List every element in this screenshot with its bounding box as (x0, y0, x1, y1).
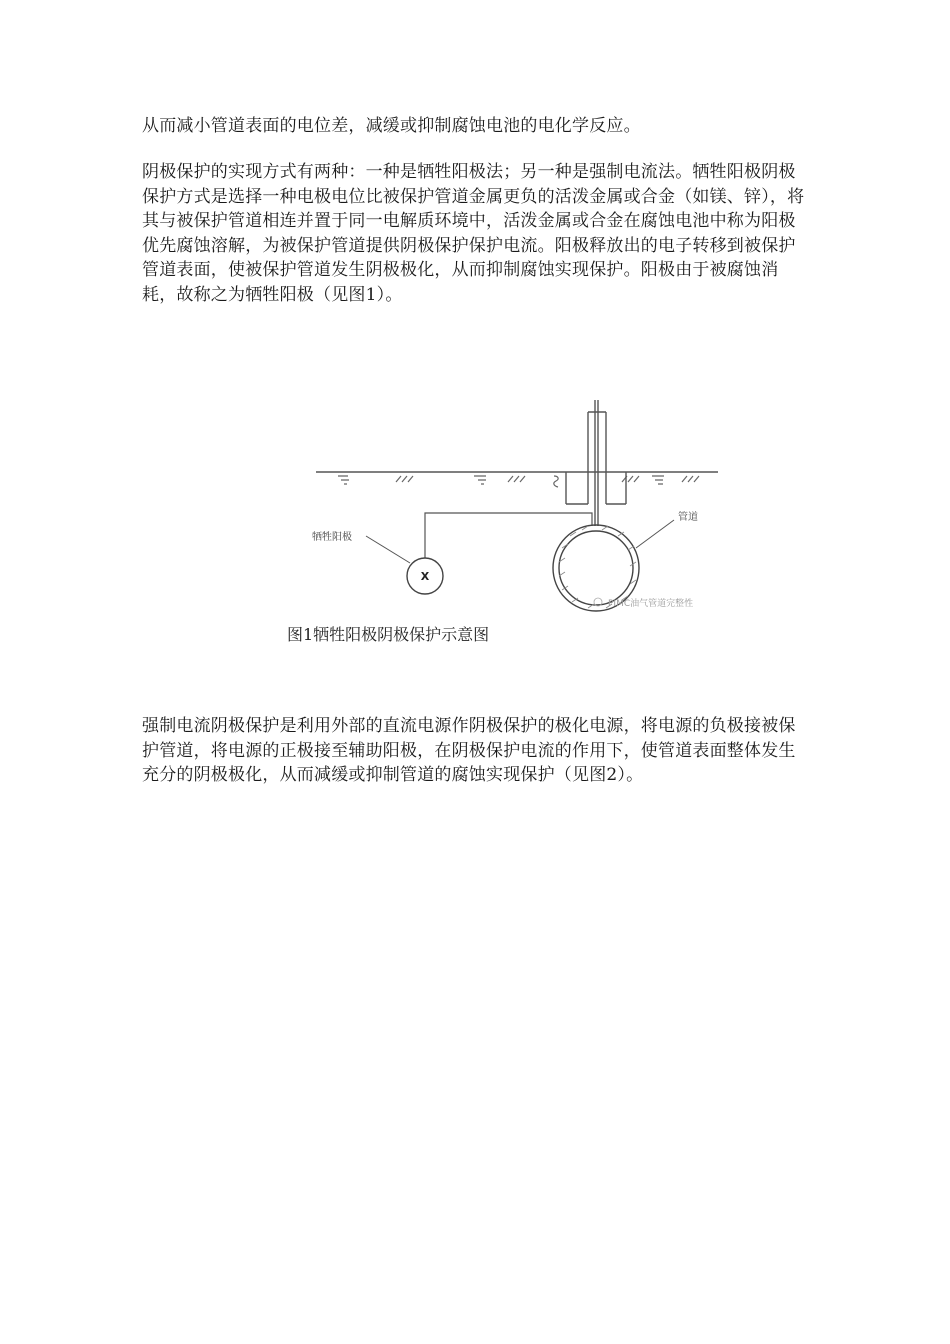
test-post (566, 400, 626, 526)
paragraph-2: 阴极保护的实现方式有两种：一种是牺牲阳极法；另一种是强制电流法。牺牲阳极阴极保护方式是选择一种电极电位比被保护管道金属更负的活泼金属或合金（如镁、锌），将其与被保护管道相连并置于同一电解质环境中，活泼金属或合金在腐蚀电池中称为阳极优先腐蚀溶解，为被保护管道提供阴极保护保护电流。阳极释放出的电子转移到被保护管道表面，使被保护管道发生阴极极化，从而抑制腐蚀实现保护。阳极由于被腐蚀消耗，故称之为牺牲阳极（见图1）。 (142, 162, 805, 305)
figure-1-caption: 图1牺牲阳极阴极保护示意图 (287, 625, 490, 644)
anode-leader-line (366, 536, 410, 563)
pipe-inner (559, 531, 633, 605)
anode-symbol: X (420, 570, 430, 583)
figure-sacrificial-anode-diagram (286, 380, 738, 618)
label-sacrificial-anode: 牺牲阳极 (312, 532, 352, 543)
paragraph-3: 强制电流阴极保护是利用外部的直流电源作阴极保护的极化电源，将电源的负极接被保护管道，将电源的正极接至辅助阳极，在阴极保护电流的作用下，使管道表面整体发生充分的阴极极化，从而减缓或抑制管道的腐蚀实现保护（见图2）。 (142, 716, 796, 785)
label-pipe: 管道 (678, 512, 698, 523)
ground-hatch-marks (338, 476, 699, 487)
diagram-svg (286, 380, 738, 618)
connecting-wire (425, 513, 592, 566)
watermark-text: PIMC油气管道完整性 (608, 599, 694, 609)
paragraph-1: 从而减小管道表面的电位差，减缓或抑制腐蚀电池的电化学反应。 (142, 116, 641, 136)
pipe-leader-line (636, 520, 674, 548)
